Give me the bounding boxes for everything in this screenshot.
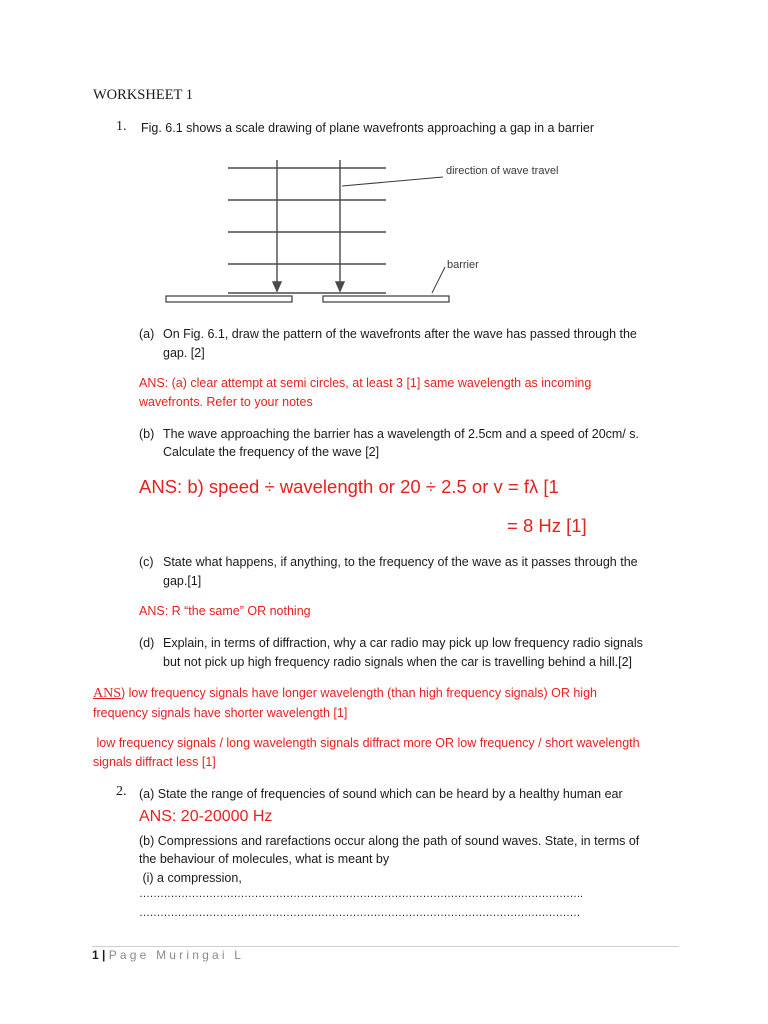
q1b-answer-line2: = 8 Hz [1] [507,515,587,536]
q1b-answer-line1: ANS: b) speed ÷ wavelength or 20 ÷ 2.5 or v = fλ [1 [139,476,559,497]
q1d-answer2-line1: low frequency signals / long wavelength signals diffract more OR low frequency / short wavelength [93,736,640,750]
direction-pointer [342,177,443,186]
footer-text: Page Muringai L [108,948,245,962]
worksheet-title: WORKSHEET 1 [93,87,194,103]
q1a-line1: On Fig. 6.1, draw the pattern of the wavefronts after the wave has passed through the [163,327,637,341]
q1d-line2: but not pick up high frequency radio signals when the car is travelling behind a hill.[2] [163,655,633,669]
ans-prefix: ANS [93,686,122,701]
q1b-line2: Calculate the frequency of the wave [2] [163,445,380,459]
answer-line-2: ……………………………………………………………………………………………………………… [139,907,580,919]
q1d-answer2-line2: signals diffract less [1] [93,755,216,769]
q2b-line1: (b) Compressions and rarefactions occur along the path of sound waves. State, in terms of [139,834,640,848]
page-footer [92,948,244,962]
wavefront-figure [160,150,559,310]
arrow-head [273,282,281,291]
barrier-right [323,296,449,302]
q1d-line1: Explain, in terms of diffraction, why a car radio may pick up low frequency radio signals [163,636,643,650]
arrow-head [336,282,344,291]
q1a-answer-line1: ANS: (a) clear attempt at semi circles, at least 3 [1] same wavelength as incoming [139,376,592,390]
q1d-answer1-line1 [93,684,597,703]
q2-number: 2. [116,784,127,799]
q1d-marker: (d) [139,636,155,650]
q1a-answer-line2: wavefronts. Refer to your notes [139,395,313,409]
q1c-line2: gap.[1] [163,574,202,588]
q1b-marker: (b) [139,427,155,441]
label-barrier: barrier [447,259,479,271]
q1b-line1: The wave approaching the barrier has a wavelength of 2.5cm and a speed of 20cm/ s. [163,427,639,441]
q1d-answer1-text: ) low frequency signals have longer wavelength (than high frequency signals) OR high [121,686,597,700]
q2a-answer: ANS: 20-20000 Hz [139,808,273,825]
q2b-i: (i) a compression, [139,871,242,885]
q1c-line1: State what happens, if anything, to the frequency of the wave as it passes through the [163,555,638,569]
q1c-marker: (c) [139,555,154,569]
q1-intro: Fig. 6.1 shows a scale drawing of plane wavefronts approaching a gap in a barrier [141,121,595,135]
q1a-marker: (a) [139,327,155,341]
q1d-answer1-line2: frequency signals have shorter wavelength [1] [93,706,348,720]
barrier-pointer [432,267,445,293]
label-direction: direction of wave travel [446,165,559,177]
barrier-left [166,296,292,302]
q2b-line2: the behaviour of molecules, what is meant by [139,852,390,866]
q1a-line2: gap. [2] [163,346,205,360]
q2a-text: (a) State the range of frequencies of sound which can be heard by a healthy human ear [139,787,623,801]
q1c-answer: ANS: R “the same” OR nothing [139,604,311,618]
footer-separator: | [98,948,109,962]
page-number: 1 [92,948,99,962]
footer-divider [92,946,679,947]
answer-line-1: ………………………………………………………………………………………………………………. [139,888,583,900]
q1-number: 1. [116,119,127,134]
